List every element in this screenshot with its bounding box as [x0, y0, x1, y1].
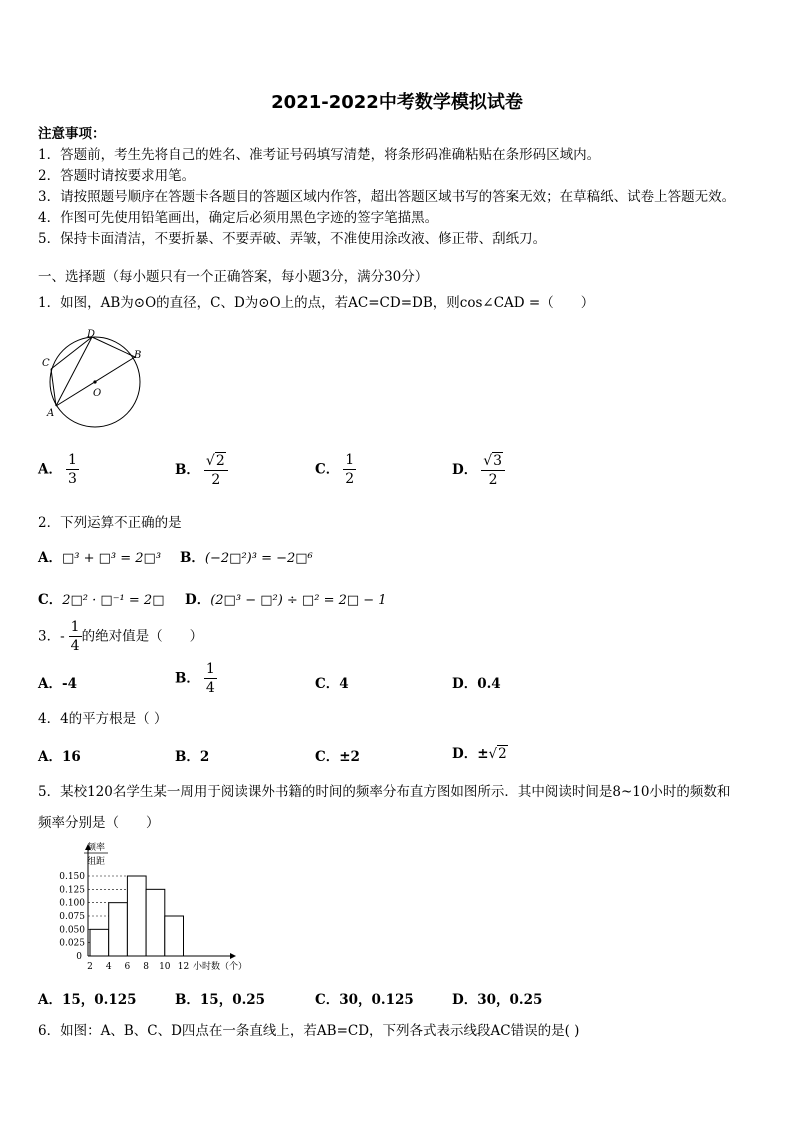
chord-db — [92, 337, 135, 357]
histogram-bar — [109, 903, 128, 956]
q4-option-c[interactable]: C．±2 — [315, 749, 360, 765]
q4-option-d[interactable] — [452, 742, 508, 762]
chord-cd — [51, 337, 92, 369]
option-label: B． — [175, 670, 200, 687]
q2-option-c[interactable] — [38, 588, 164, 608]
q1-stem: 1．如图，AB为⊙O的直径，C、D为⊙O上的点，若AC=CD=DB，则cos∠CAD =（ ） — [38, 295, 595, 311]
label-o: O — [93, 388, 102, 399]
option-label: A． — [38, 461, 62, 478]
x-tick-label: 4 — [105, 962, 112, 972]
q3-option-c[interactable]: C．4 — [315, 676, 349, 692]
fraction — [69, 619, 82, 655]
q5-option-a[interactable]: A．15，0.125 — [38, 992, 137, 1008]
denominator: 4 — [205, 680, 215, 696]
note-item-1: 1．答题前，考生先将自己的姓名、准考证号码填写清楚，将条形码准确粘贴在条形码区域内。 — [38, 147, 601, 163]
math-expression: 2□² · □⁻¹ = 2□ — [62, 593, 165, 608]
q3-option-b[interactable] — [175, 661, 217, 697]
x-tick-label: 10 — [159, 962, 171, 972]
y-tick-label: 0.050 — [59, 925, 85, 936]
histogram-bar — [146, 889, 165, 956]
sqrt-icon: √ — [483, 453, 493, 469]
chord-ad — [56, 337, 92, 406]
y-tick-label: 0.025 — [59, 938, 85, 949]
stem-prefix: 3．- — [38, 628, 65, 645]
q3-option-d[interactable]: D．0.4 — [452, 676, 501, 692]
q4-option-a[interactable]: A．16 — [38, 749, 81, 765]
q1-option-a[interactable] — [38, 452, 79, 488]
option-label: D． — [185, 592, 211, 608]
q5-option-d[interactable]: D．30，0.25 — [452, 992, 543, 1008]
numerator: 1 — [345, 452, 355, 468]
histogram-bar — [90, 929, 109, 956]
math-expression: (2□³ − □²) ÷ □² = 2□ − 1 — [210, 593, 387, 608]
note-item-2: 2．答题时请按要求用笔。 — [38, 168, 196, 184]
q4-stem: 4．4的平方根是（ ） — [38, 711, 168, 727]
x-axis-label: 小时数（个） — [193, 962, 248, 972]
y-axis-label-top: 频率 — [86, 843, 106, 853]
q2-option-d[interactable] — [185, 588, 387, 608]
numerator: 1 — [205, 661, 215, 677]
math-expression: □³ + □³ = 2□³ — [61, 551, 162, 566]
fraction — [66, 452, 79, 488]
center-point — [93, 380, 96, 383]
note-item-5: 5．保持卡面清洁，不要折暴、不要弄破、弄皱，不准使用涂改液、修正带、刮纸刀。 — [38, 231, 547, 247]
y-tick-label: 0.125 — [59, 885, 85, 896]
q4-option-b[interactable]: B．2 — [175, 749, 210, 765]
q1-circle-figure — [38, 324, 148, 432]
q3-stem — [38, 619, 203, 655]
q5-stem-line1: 5．某校120名学生某一周用于阅读课外书籍的时间的频率分布直方图如图所示．其中阅读时间是8~10小时的频数和 — [38, 784, 731, 800]
y-tick-label: 0.150 — [59, 872, 85, 882]
q5-stem-line2: 频率分别是（ ） — [38, 815, 160, 831]
y-tick-label: 0.075 — [59, 912, 85, 922]
option-label: A． — [38, 550, 62, 566]
q2-stem: 2．下列运算不正确的是 — [38, 515, 182, 531]
x-tick-label: 6 — [124, 962, 131, 972]
fraction — [204, 452, 228, 489]
option-label: B． — [175, 462, 200, 478]
numerator — [204, 452, 228, 471]
page-title: 2021-2022中考数学模拟试卷 — [271, 92, 523, 113]
x-tick-label: 2 — [87, 962, 93, 972]
numerator — [481, 452, 505, 471]
denominator: 4 — [70, 638, 80, 654]
note-item-3: 3．请按照题号顺序在答题卡各题目的答题区域内作答，超出答题区域书写的答案无效；在草稿纸、试卷上答题无效。 — [38, 189, 736, 205]
option-label: D． — [452, 462, 478, 478]
numerator: 1 — [70, 619, 80, 635]
radicand: 3 — [493, 453, 503, 469]
y-tick-label: 0.100 — [59, 898, 85, 909]
option-label: D．± — [452, 746, 489, 762]
denominator: 2 — [211, 472, 221, 488]
label-b: B — [134, 350, 142, 361]
q1-option-b[interactable] — [175, 452, 228, 489]
option-label: C． — [315, 461, 340, 478]
y-axis-label-bottom: 组距 — [86, 857, 106, 867]
q2-option-a[interactable] — [38, 546, 161, 566]
radicand: 2 — [498, 746, 507, 762]
radicand: 2 — [215, 453, 225, 469]
q1-option-c[interactable] — [315, 452, 356, 488]
stem-suffix: 的绝对值是（ ） — [81, 628, 204, 645]
sqrt-icon: √ — [488, 746, 498, 762]
sqrt-icon: √ — [205, 453, 215, 469]
x-tick-label: 8 — [143, 962, 149, 972]
label-d: D — [87, 329, 96, 340]
note-item-4: 4．作图可先使用铅笔画出，确定后必须用黑色字迹的签字笔描黑。 — [38, 210, 439, 226]
label-a: A — [47, 408, 55, 419]
q2-option-b[interactable] — [180, 546, 313, 566]
histogram-bar — [165, 916, 184, 956]
q3-option-a[interactable]: A．-4 — [38, 676, 77, 692]
denominator: 2 — [488, 472, 498, 488]
numerator: 1 — [67, 452, 77, 468]
q5-option-c[interactable]: C．30，0.125 — [315, 992, 414, 1008]
denominator: 2 — [345, 471, 355, 487]
option-label: B． — [180, 550, 205, 566]
fraction — [481, 452, 505, 489]
origin-label: 0 — [76, 952, 82, 962]
histogram-bar — [127, 876, 146, 956]
frequency-histogram — [38, 838, 278, 978]
math-expression: (−2□²)³ = −2□⁶ — [204, 551, 313, 566]
x-axis-arrow-icon — [230, 953, 236, 959]
q6-stem: 6．如图：A、B、C、D四点在一条直线上，若AB=CD，下列各式表示线段AC错误的是( ) — [38, 1023, 580, 1039]
fraction — [343, 452, 356, 488]
notes-heading: 注意事项： — [38, 126, 106, 142]
x-tick-label: 12 — [177, 962, 190, 972]
q5-option-b[interactable]: B．15，0.25 — [175, 992, 266, 1008]
label-c: C — [42, 358, 50, 369]
q1-option-d[interactable] — [452, 452, 505, 489]
denominator: 3 — [67, 471, 77, 487]
option-label: C． — [38, 592, 63, 608]
fraction — [204, 661, 217, 697]
section-heading: 一、选择题（每小题只有一个正确答案，每小题3分，满分30分） — [38, 269, 429, 285]
